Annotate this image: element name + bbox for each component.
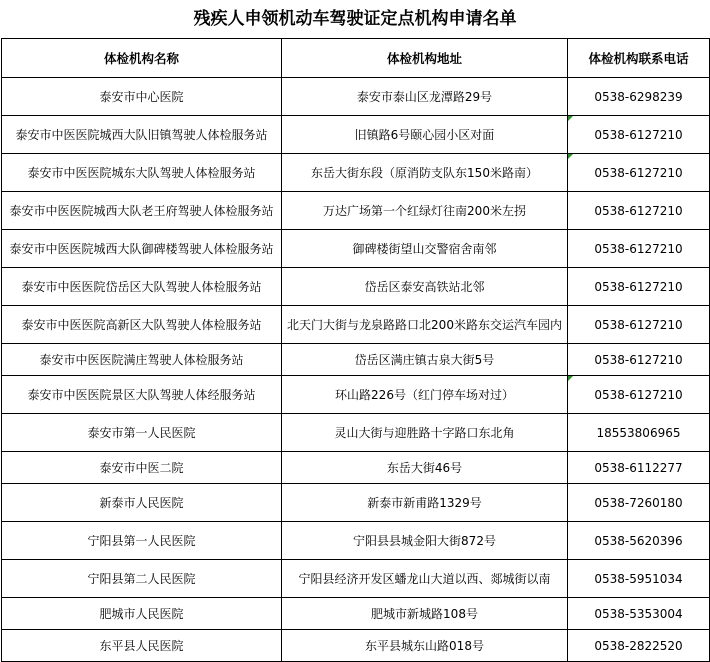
table-row: [2, 484, 710, 522]
header-phone: 体检机构联系电话: [568, 39, 710, 78]
institution-address-cell: 东岳大街东段（原消防支队东150米路南）: [282, 154, 568, 192]
institution-address-cell: 新泰市新甫路1329号: [282, 484, 568, 522]
table-row: [2, 116, 710, 154]
institution-name-cell: 泰安市中医医院城东大队驾驶人体检服务站: [2, 154, 282, 192]
table-row: [2, 598, 710, 630]
institution-phone-cell: 0538-5951034: [568, 560, 710, 598]
institution-address-cell: 灵山大街与迎胜路十字路口东北角: [282, 414, 568, 452]
institution-name-cell: 泰安市中医医院高新区大队驾驶人体检服务站: [2, 306, 282, 344]
table-row: [2, 344, 710, 376]
institution-name-cell: 泰安市中医二院: [2, 452, 282, 484]
institution-name-cell: 东平县人民医院: [2, 630, 282, 662]
institution-address-cell: 环山路226号（红门停车场对过）: [282, 376, 568, 414]
table-row: [2, 78, 710, 116]
header-address: 体检机构地址: [282, 39, 568, 78]
institution-name-cell: 泰安市第一人民医院: [2, 414, 282, 452]
table-header-row: [2, 39, 710, 78]
institution-phone-cell: 18553806965: [568, 414, 710, 452]
institution-address-cell: 北天门大街与龙泉路路口北200米路东交运汽车园内: [282, 306, 568, 344]
institution-name-cell: 泰安市中心医院: [2, 78, 282, 116]
table-row: [2, 154, 710, 192]
institution-phone-cell: 0538-6127210: [568, 306, 710, 344]
institution-name-cell: 泰安市中医医院城西大队御碑楼驾驶人体检服务站: [2, 230, 282, 268]
document-title: 残疾人申领机动车驾驶证定点机构申请名单: [193, 9, 517, 29]
header-name: 体检机构名称: [2, 39, 282, 78]
institution-phone-cell: 0538-6112277: [568, 452, 710, 484]
institution-phone-cell: 0538-6127210: [568, 192, 710, 230]
institution-name-cell: 宁阳县第一人民医院: [2, 522, 282, 560]
institution-address-cell: 岱岳区满庄镇古泉大街5号: [282, 344, 568, 376]
institution-address-cell: 肥城市新城路108号: [282, 598, 568, 630]
institution-phone-cell: 0538-6127210: [568, 154, 710, 192]
table-row: [2, 268, 710, 306]
institution-name-cell: 泰安市中医医院城西大队老王府驾驶人体检服务站: [2, 192, 282, 230]
institution-phone-cell: 0538-6127210: [568, 268, 710, 306]
institution-phone-cell: 0538-6127210: [568, 344, 710, 376]
table-row: [2, 376, 710, 414]
institution-name-cell: 肥城市人民医院: [2, 598, 282, 630]
institution-phone-cell: 0538-6127210: [568, 230, 710, 268]
institution-phone-cell: 0538-6298239: [568, 78, 710, 116]
institution-address-cell: 宁阳县县城金阳大街872号: [282, 522, 568, 560]
institution-phone-cell: 0538-5620396: [568, 522, 710, 560]
institution-name-cell: 宁阳县第二人民医院: [2, 560, 282, 598]
institution-name-cell: 泰安市中医医院景区大队驾驶人体经服务站: [2, 376, 282, 414]
table-row: [2, 306, 710, 344]
institution-address-cell: 御碑楼街望山交警宿舍南邻: [282, 230, 568, 268]
table-row: [2, 452, 710, 484]
institution-address-cell: 岱岳区泰安高铁站北邻: [282, 268, 568, 306]
table-row: [2, 414, 710, 452]
institution-name-cell: 新泰市人民医院: [2, 484, 282, 522]
institution-address-cell: 万达广场第一个红绿灯往南200米左拐: [282, 192, 568, 230]
institution-address-cell: 旧镇路6号颐心园小区对面: [282, 116, 568, 154]
institution-table: [1, 38, 710, 662]
institution-phone-cell: 0538-2822520: [568, 630, 710, 662]
institution-phone-cell: 0538-6127210: [568, 116, 710, 154]
institution-address-cell: 泰安市泰山区龙潭路29号: [282, 78, 568, 116]
institution-phone-cell: 0538-7260180: [568, 484, 710, 522]
institution-name-cell: 泰安市中医医院城西大队旧镇驾驶人体检服务站: [2, 116, 282, 154]
institution-name-cell: 泰安市中医医院岱岳区大队驾驶人体检服务站: [2, 268, 282, 306]
institution-address-cell: 宁阳县经济开发区蟠龙山大道以西、郯城街以南: [282, 560, 568, 598]
institution-phone-cell: 0538-6127210: [568, 376, 710, 414]
table-row: [2, 560, 710, 598]
table-row: [2, 522, 710, 560]
table-row: [2, 630, 710, 662]
table-row: [2, 192, 710, 230]
institution-phone-cell: 0538-5353004: [568, 598, 710, 630]
table-body: [2, 78, 710, 662]
institution-address-cell: 东岳大街46号: [282, 452, 568, 484]
institution-name-cell: 泰安市中医医院满庄驾驶人体检服务站: [2, 344, 282, 376]
table-row: [2, 230, 710, 268]
institution-address-cell: 东平县城东山路018号: [282, 630, 568, 662]
